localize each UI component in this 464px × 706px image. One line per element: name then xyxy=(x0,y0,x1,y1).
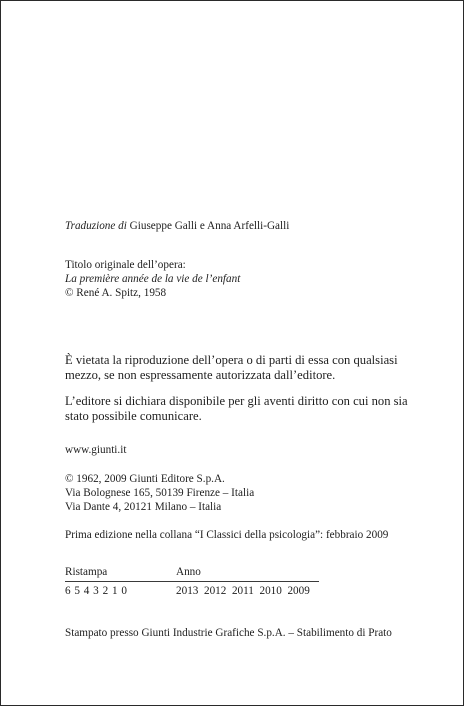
translator-names: Giuseppe Galli e Anna Arfelli-Galli xyxy=(129,220,290,232)
publisher-address-milan: Via Dante 4, 20121 Milano – Italia xyxy=(65,501,222,513)
original-title: La première année de la vie de l’enfant xyxy=(65,273,241,285)
website-link[interactable]: www.giunti.it xyxy=(65,444,127,456)
reprint-divider xyxy=(65,581,319,582)
reprint-numbers: 6 5 4 3 2 1 0 xyxy=(65,585,127,597)
translation-prefix: Traduzione di xyxy=(65,220,127,232)
notice-line-4: stato possibile comunicare. xyxy=(65,409,202,423)
notice-line-1: È vietata la riproduzione dell’opera o di parti di essa con qualsiasi xyxy=(65,353,398,367)
translation-line xyxy=(65,219,289,233)
year-numbers: 2013 2012 2011 2010 2009 xyxy=(176,585,310,597)
printer-note: Stampato presso Giunti Industrie Grafiche S.p.A. – Stabilimento di Prato xyxy=(65,627,392,639)
original-title-label: Titolo originale dell’opera: xyxy=(65,259,186,271)
original-copyright: © René A. Spitz, 1958 xyxy=(65,287,167,299)
year-label: Anno xyxy=(176,566,201,578)
notice-line-2: mezzo, se non espressamente autorizzata dall’editore. xyxy=(65,368,336,382)
publisher-copyright: © 1962, 2009 Giunti Editore S.p.A. xyxy=(65,473,225,485)
publisher-address-florence: Via Bolognese 165, 50139 Firenze – Italia xyxy=(65,487,255,499)
edition-note: Prima edizione nella collana “I Classici della psicologia”: febbraio 2009 xyxy=(65,529,389,541)
reprint-label: Ristampa xyxy=(65,566,108,578)
notice-line-3: L’editore si dichiara disponibile per gli aventi diritto con cui non sia xyxy=(65,394,408,408)
